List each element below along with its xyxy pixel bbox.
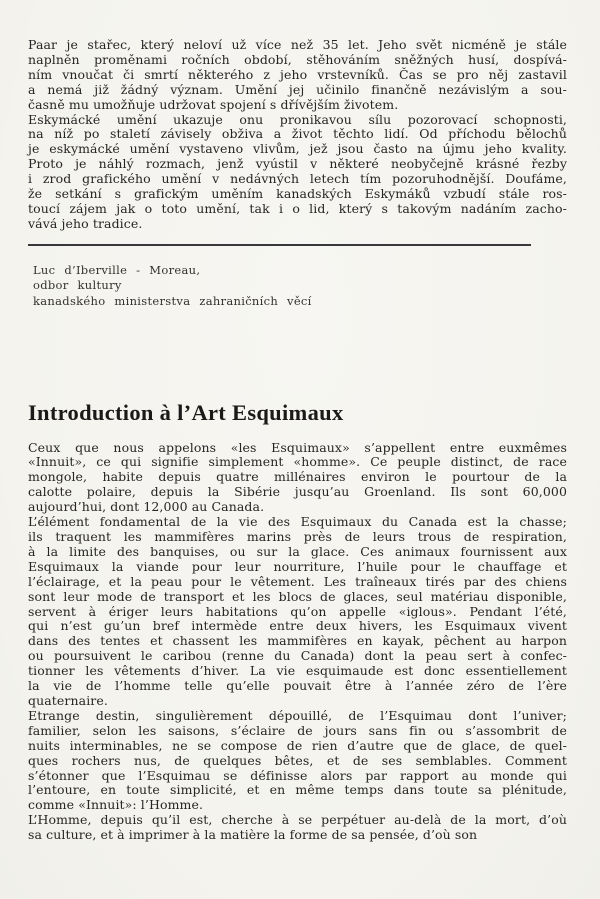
text-line: že setkání s grafickým uměním kanadských Eskymáků vzbudí stále ros-: [28, 186, 567, 202]
text-line: a nemá již žádný význam. Umění jej učinilo finančně nezávislým a sou-: [28, 81, 567, 97]
paragraph-czech-1: [28, 38, 567, 113]
text-line: toucí zájem jak o toto umění, tak i o lid, který s takovým nadáním zacho-: [28, 200, 567, 216]
section-divider-rule: [28, 244, 531, 246]
text-line: Etrange destin, singulièrement dépouillé, de l’Esquimau dont l’univer;: [28, 707, 567, 723]
text-line: vává jeho tradice.: [28, 215, 143, 231]
french-introduction-section: [28, 441, 567, 843]
text-line: comme «Innuit»: l’Homme.: [28, 797, 204, 813]
text-line: l’entoure, en toute simplicité, et en même temps dans toute sa plénitude,: [28, 782, 567, 798]
text-line: L’élément fondamental de la vie des Esquimaux du Canada est la chasse;: [28, 514, 567, 530]
author-attribution: [33, 263, 567, 310]
paragraph-french-3: [28, 709, 567, 813]
text-line: na níž po staletí závisely obživa a život těchto lidí. Od příchodu bělochů: [28, 126, 567, 142]
text-line: mongole, habite depuis quatre millénaires environ le pourtour de la: [28, 469, 567, 485]
text-line: l’éclairage, et la peau pour le vêtement. Les traîneaux tirés par des chiens: [28, 573, 567, 589]
text-line: s’étonner que l’Esquimau se définisse alors par rapport au monde qui: [28, 767, 567, 783]
text-line: aujourd’hui, dont 12,000 au Canada.: [28, 499, 265, 515]
text-line: sont leur mode de transport et les blocs de glaces, seul matériau disponible,: [28, 588, 567, 604]
text-line: Paar je stařec, který neloví už více než 35 let. Jeho svět nicméně je stále: [28, 37, 567, 52]
text-line: servent à ériger leurs habitations qu’on appelle «iglous». Pendant l’été,: [28, 603, 567, 619]
text-line: Eskymácké umění ukazuje onu pronikavou sílu pozorovací schopnosti,: [28, 111, 567, 127]
text-line: familier, selon les saisons, s’éclaire de jours sans fin ou s’assombrit de: [28, 722, 567, 738]
text-line: Luc d’Iberville - Moreau,: [33, 262, 201, 277]
text-line: la vie de l’homme telle qu’elle pouvait être à l’année zéro de l’ère: [28, 678, 567, 694]
text-line: tionner les vêtements d’hiver. La vie esquimaude est donc essentiellement: [28, 663, 567, 679]
czech-intro-section: [28, 38, 567, 232]
paragraph-french-1: [28, 441, 567, 516]
text-line: i zrod grafického umění v nedávných letech tím pozoruhodnější. Doufáme,: [28, 171, 567, 187]
text-line: Esquimaux la viande pour leur nourriture, l’huile pour le chauffage et: [28, 558, 567, 574]
paragraph-french-4: [28, 813, 567, 843]
text-line: sa culture, et à imprimer à la matière la forme de sa pensée, d’où son: [28, 827, 478, 843]
text-line: quaternaire.: [28, 692, 108, 708]
text-line: à la limite des banquises, ou sur la glace. Ces animaux fournissent aux: [28, 543, 567, 559]
text-line: calotte polaire, depuis la Sibérie jusqu’au Groenland. Ils sont 60,000: [28, 484, 567, 500]
text-line: ils traquent les mammifères marins près de leurs trous de respiration,: [28, 529, 567, 544]
text-line: Ceux que nous appelons «les Esquimaux» s’appellent entre euxmêmes: [28, 439, 567, 455]
text-line: je eskymácké umění vystaveno vlivům, jež jsou často na újmu jeho kvality.: [28, 141, 567, 157]
text-line: odbor kultury: [33, 278, 122, 293]
text-line: ním vnoučat či smrtí některého z jeho vrstevníků. Čas se pro něj zastavil: [28, 66, 567, 82]
text-line: qui n’est gu’un bref intermède entre deux hivers, les Esquimaux vivent: [28, 618, 567, 634]
paragraph-czech-2: [28, 113, 567, 232]
text-line: L’Homme, depuis qu’il est, cherche à se perpétuer au-delà de la mort, d’où: [28, 812, 567, 828]
text-line: ou poursuivent le caribou (renne du Canada) dont la peau sert à confec-: [28, 648, 567, 664]
text-line: kanadského ministerstva zahraničních věcí: [33, 293, 312, 308]
text-line: nuits interminables, ne se compose de rien d’autre que de glace, de quel-: [28, 737, 567, 753]
text-line: dans des tentes et chassent les mammifères en kayak, pêchent au harpon: [28, 633, 567, 649]
text-line: časně mu umožňuje udržovat spojení s dřívějším životem.: [28, 96, 399, 112]
text-line: ques rochers nus, de quelques bêtes, et de ses semblables. Comment: [28, 752, 567, 768]
text-line: naplněn proměnami ročních období, stěhováním sněžných husí, dospívá-: [28, 51, 567, 67]
paragraph-french-2: [28, 515, 567, 709]
page-title: Introduction à l’Art Esquimaux: [28, 399, 344, 425]
text-line: Proto je náhlý rozmach, jenž vyústil v některé neobyčejně krásné řezby: [28, 156, 567, 172]
text-line: «Innuit», ce qui signifie simplement «homme». Ce peuple distinct, de race: [28, 454, 567, 470]
